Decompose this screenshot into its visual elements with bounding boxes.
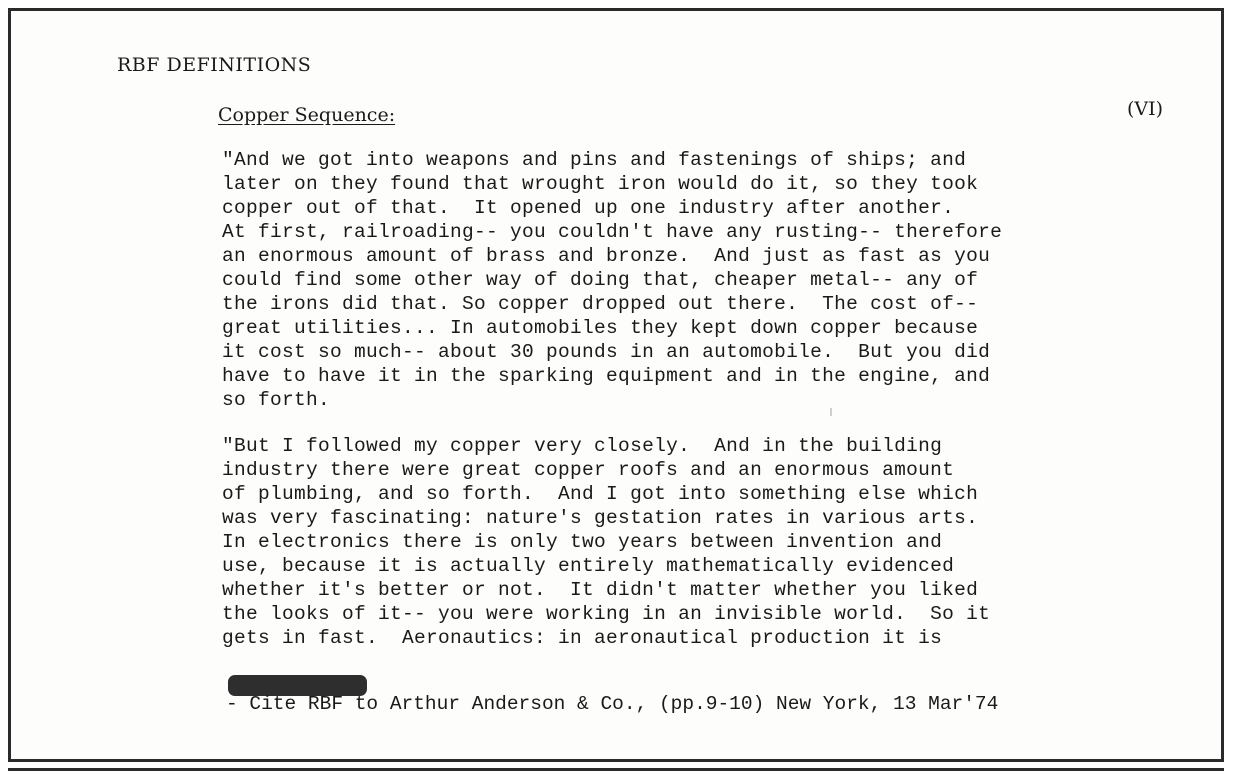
text-line: great utilities... In automobiles they kept down copper because xyxy=(222,317,979,339)
text-line: of plumbing, and so forth. And I got into something else which xyxy=(222,483,979,505)
bottom-border xyxy=(8,768,1224,771)
text-line: the looks of it-- you were working in an invisible world. So it xyxy=(222,603,991,625)
text-line: "But I followed my copper very closely. And in the building xyxy=(222,435,943,457)
text-line: "And we got into weapons and pins and fastenings of ships; and xyxy=(222,149,967,171)
text-line: was very fascinating: nature's gestation rates in various arts. xyxy=(222,507,979,529)
quote-paragraph-2 xyxy=(222,434,1162,650)
text-line: gets in fast. Aeronautics: in aeronautical production it is xyxy=(222,627,943,649)
text-line: the irons did that. So copper dropped out there. The cost of-- xyxy=(222,293,979,315)
text-line: At first, railroading-- you couldn't have any rusting-- therefore xyxy=(222,221,1003,243)
text-line: so forth. xyxy=(222,389,331,411)
text-line: an enormous amount of brass and bronze. And just as fast as you xyxy=(222,245,991,267)
text-line: industry there were great copper roofs and an enormous amount xyxy=(222,459,955,481)
text-line: have to have it in the sparking equipment and in the engine, and xyxy=(222,365,991,387)
text-line: it cost so much-- about 30 pounds in an automobile. But you did xyxy=(222,341,991,363)
text-line: copper out of that. It opened up one industry after another. xyxy=(222,197,955,219)
text-line: use, because it is actually entirely mathematically evidenced xyxy=(222,555,955,577)
text-line: whether it's better or not. It didn't matter whether you liked xyxy=(222,579,979,601)
page-header: RBF DEFINITIONS xyxy=(117,54,312,76)
citation: - Cite RBF to Arthur Anderson & Co., (pp.9-10) New York, 13 Mar'74 xyxy=(226,693,999,715)
text-line: could find some other way of doing that, cheaper metal-- any of xyxy=(222,269,979,291)
text-line: In electronics there is only two years between invention and xyxy=(222,531,943,553)
section-title: Copper Sequence: xyxy=(218,104,396,126)
quote-paragraph-1 xyxy=(222,148,1162,412)
section-number: (VI) xyxy=(1127,98,1164,120)
scan-speck xyxy=(830,408,832,416)
text-line: later on they found that wrought iron would do it, so they took xyxy=(222,173,979,195)
